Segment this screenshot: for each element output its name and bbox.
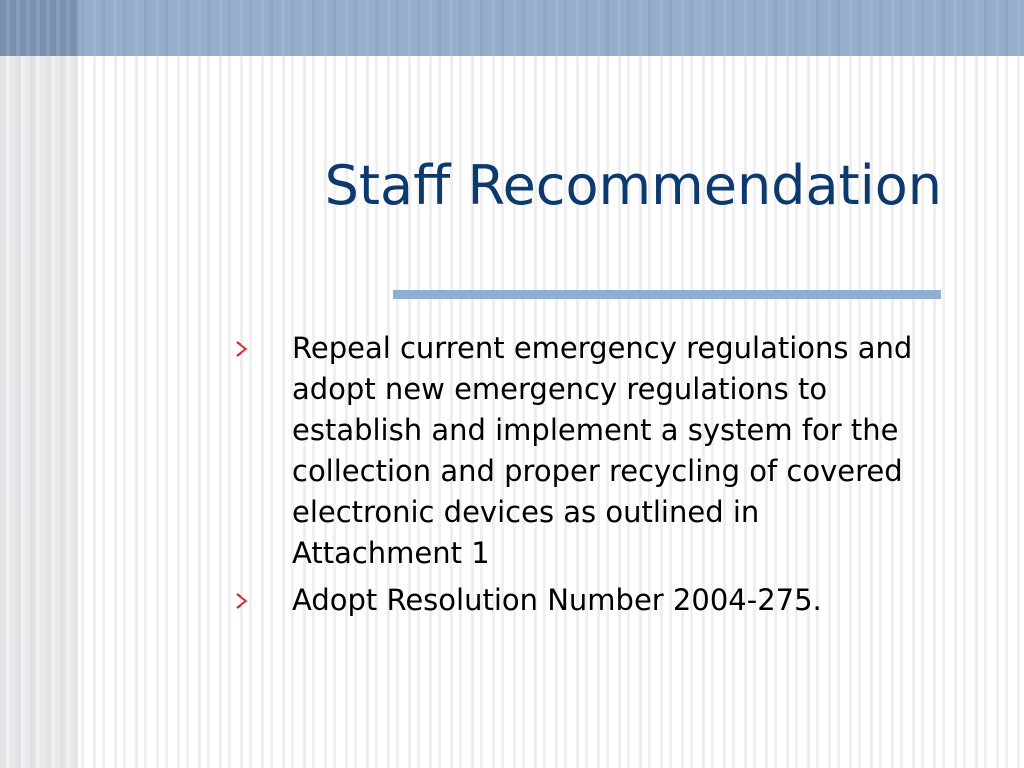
bullet-item — [232, 328, 952, 574]
bullet-text: Repeal current emergency regulations and adopt new emergency regulations to establish and implement a system for the collection and proper recycling of covered electronic devices as outlined in Attachment 1 — [292, 331, 913, 570]
bullet-item — [232, 580, 952, 621]
top-bar-left-block — [0, 0, 78, 56]
slide-title: Staff Recommendation — [324, 154, 942, 217]
top-decorative-bar — [0, 0, 1024, 56]
title-underline-rule — [393, 290, 941, 299]
chevron-arrow-icon — [232, 338, 254, 360]
bullet-text: Adopt Resolution Number 2004-275. — [292, 583, 822, 617]
bullet-list — [232, 328, 952, 627]
left-decorative-band — [0, 0, 78, 768]
chevron-arrow-icon — [232, 590, 254, 612]
